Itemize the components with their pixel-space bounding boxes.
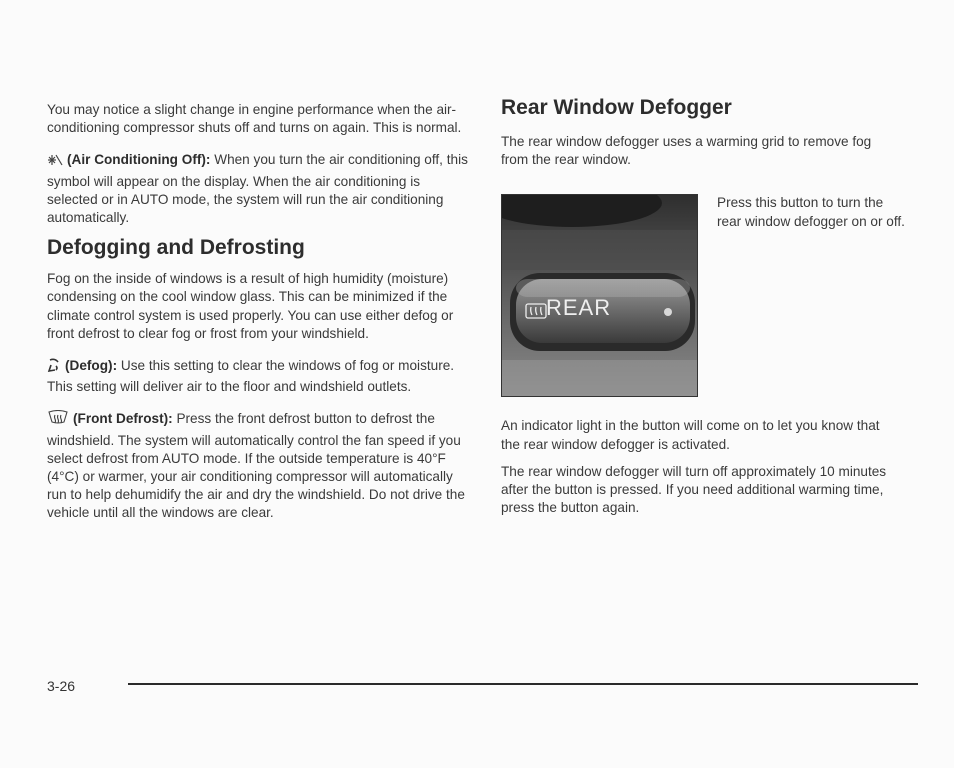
photo-caption: Press this button to turn the rear window defogger on or off.: [717, 195, 905, 229]
ac-off-paragraph: [47, 151, 472, 227]
front-defrost-text: Press the front defrost button to defrost the windshield. The system will automatically control the fan speed if you select defrost from AUTO mode. If the outside temperature is 40°F (4°C) or warmer, your air conditioning compressor will automatically run to help dehumidify the air and dry the windshield. Do not drive the vehicle until all the windows are clear.: [47, 411, 465, 521]
defog-text: Use this setting to clear the windows of fog or moisture. This setting will deliver air to the floor and windshield outlets.: [47, 358, 455, 395]
rear-defogger-button-photo: [501, 194, 698, 397]
right-column: [501, 96, 905, 517]
defog-icon: [47, 357, 61, 378]
ac-intro-paragraph: You may notice a slight change in engine performance when the air-conditioning compressor shuts off and turns on again. This is normal.: [47, 102, 462, 136]
ac-off-icon: [47, 153, 63, 172]
rear-button-label: REAR: [546, 295, 612, 321]
defogging-heading: Defogging and Defrosting: [47, 236, 305, 260]
front-defrost-icon: [47, 410, 69, 431]
fog-paragraph: Fog on the inside of windows is a result of high humidity (moisture) condensing on the cool window glass. This can be minimized if the climate control system is used properly. You can use either defog or front defrost to clear fog or frost from your windshield.: [47, 271, 454, 341]
page-number: 3-26: [47, 678, 76, 694]
defog-paragraph: [47, 357, 472, 396]
front-defrost-term: (Front Defrost):: [73, 411, 173, 427]
front-defrost-paragraph: [47, 410, 472, 522]
left-column: [47, 101, 472, 523]
rear-defogger-intro: The rear window defogger uses a warming grid to remove fog from the rear window.: [501, 134, 872, 168]
indicator-paragraph: An indicator light in the button will come on to let you know that the rear window defogger is activated.: [501, 418, 880, 452]
photo-row: [501, 194, 905, 397]
defog-term: (Defog):: [65, 358, 118, 374]
auto-off-paragraph: The rear window defogger will turn off approximately 10 minutes after the button is pressed. If you need additional warming time, press the button again.: [501, 463, 887, 516]
ac-off-term: (Air Conditioning Off):: [67, 152, 211, 168]
rear-defogger-heading: Rear Window Defogger: [501, 96, 732, 119]
footer-divider: [128, 683, 918, 685]
ac-off-text: When you turn the air conditioning off, this symbol will appear on the display. When the air conditioning is selected or in AUTO mode, the system will run the air conditioning automatically.: [47, 152, 468, 226]
